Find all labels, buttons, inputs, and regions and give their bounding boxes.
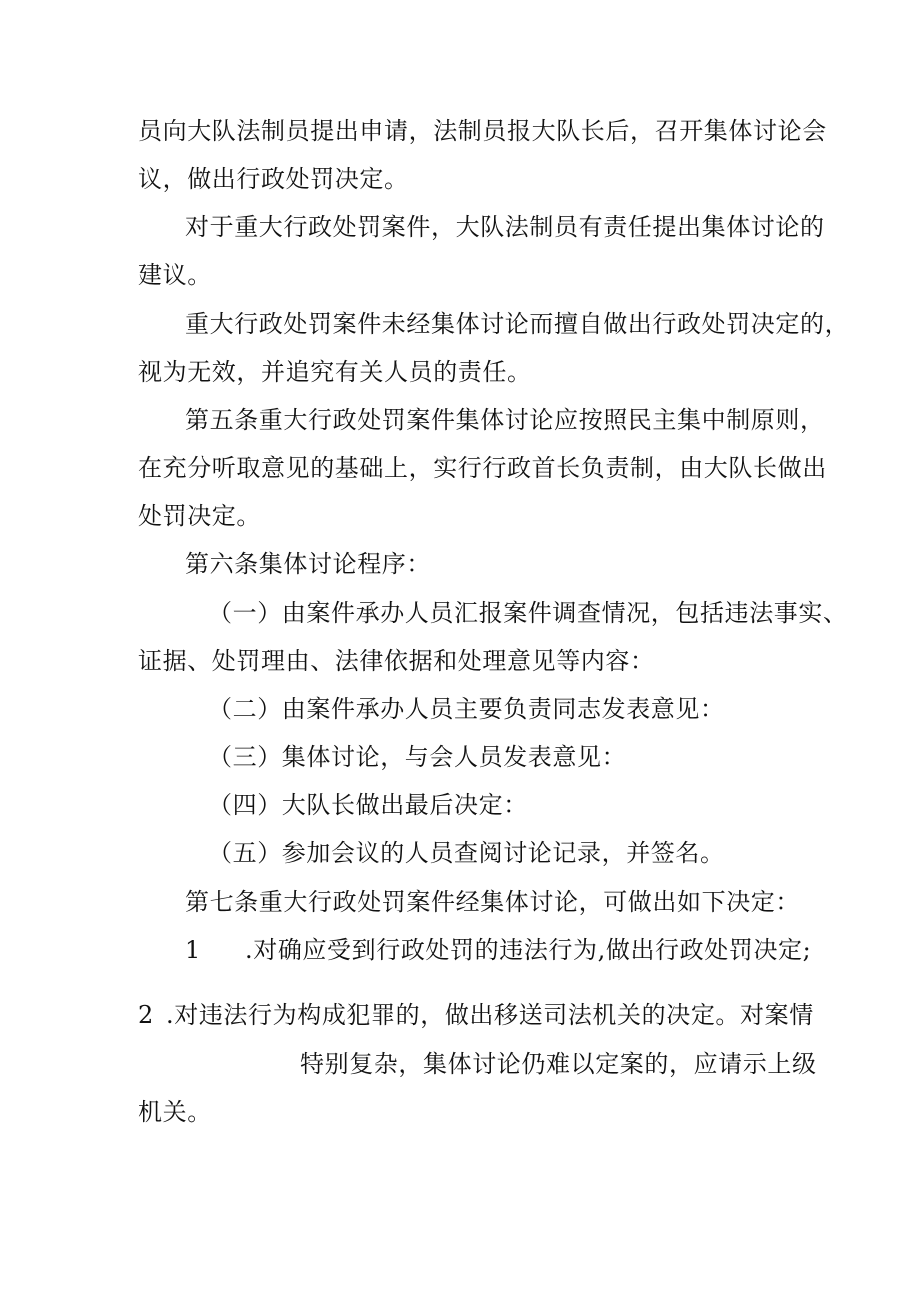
item-text: .对确应受到行政处罚的违法行为,做出行政处罚决定;	[245, 936, 812, 964]
text-line: 建议。	[138, 261, 212, 289]
text-line: 证据、处罚理由、法律依据和处理意见等内容：	[138, 647, 655, 675]
text-line: 对于重大行政处罚案件，大队法制员有责任提出集体讨论的	[185, 213, 825, 241]
decision-item-1	[185, 935, 811, 965]
article-5-line: 第五条重大行政处罚案件集体讨论应按照民主集中制原则，	[185, 406, 825, 434]
text-line: 机关。	[138, 1098, 212, 1126]
text-line: 视为无效，并追究有关人员的责任。	[138, 358, 532, 386]
procedure-item-4: （四）大队长做出最后决定：	[208, 791, 528, 819]
article-7-line: 第七条重大行政处罚案件经集体讨论，可做出如下决定：	[185, 888, 800, 916]
text-line: 在充分听取意见的基础上，实行行政首长负责制，由大队长做出	[138, 454, 827, 482]
text-line: 议，做出行政处罚决定。	[138, 165, 409, 193]
procedure-item-1: （一）由案件承办人员汇报案件调查情况，包括违法事实、	[208, 599, 848, 627]
decision-item-2	[138, 1000, 814, 1030]
item-number: 1	[185, 936, 201, 964]
text-line: 重大行政处罚案件未经集体讨论而擅自做出行政处罚决定的，	[185, 310, 850, 338]
text-line: 特别复杂，集体讨论仍难以定案的，应请示上级	[300, 1050, 817, 1078]
item-text: .对违法行为构成犯罪的，做出移送司法机关的决定。对案情	[166, 1001, 814, 1029]
article-6-heading: 第六条集体讨论程序：	[185, 550, 431, 578]
procedure-item-5: （五）参加会议的人员查阅讨论记录，并签名。	[208, 839, 725, 867]
text-line: 员向大队法制员提出申请，法制员报大队长后，召开集体讨论会	[138, 117, 827, 145]
procedure-item-3: （三）集体讨论，与会人员发表意见：	[208, 743, 627, 771]
procedure-item-2: （二）由案件承办人员主要负责同志发表意见：	[208, 695, 725, 723]
text-line: 处罚决定。	[138, 502, 261, 530]
item-number: 2	[138, 1001, 154, 1029]
